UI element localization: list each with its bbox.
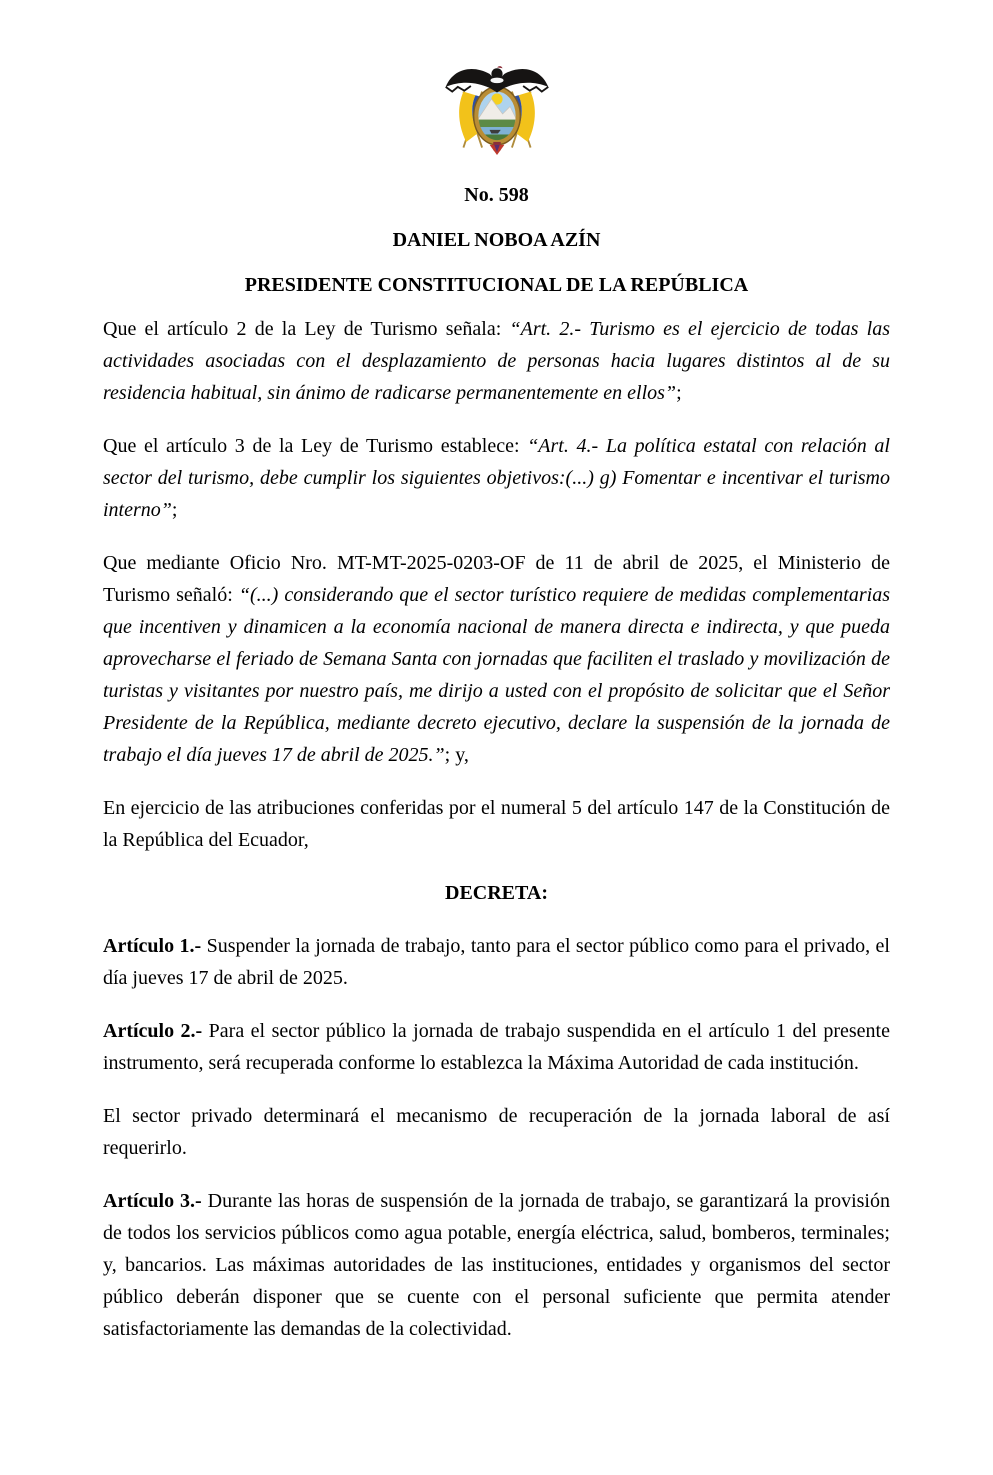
recital-paragraph-3 bbox=[103, 547, 890, 771]
recital-3-quote: “(...) considerando que el sector turístico requiere de medidas complementarias que incentiven y dinamicen a la economía nacional de manera directa e indirecta, y que pueda aprovecharse el feriado de Semana Santa con jornadas que faciliten el traslado y movilización de turistas y visitantes por nuestro país, me dirijo a usted con el propósito de solicitar que el Señor Presidente de la República, mediante decreto ejecutivo, declare la suspensión de la jornada de trabajo el día jueves 17 de abril de 2025.” bbox=[103, 584, 890, 766]
article-1-paragraph bbox=[103, 930, 890, 994]
recital-3-tail: ; y, bbox=[444, 744, 469, 766]
decree-number: No. 598 bbox=[464, 184, 529, 206]
recital-3-lead: Que mediante Oficio Nro. MT-MT-2025-0203-OF de 11 de abril de 2025, el Ministerio de Turismo señaló: bbox=[103, 552, 890, 606]
recital-2-lead: Que el artículo 3 de la Ley de Turismo establece: bbox=[103, 435, 528, 457]
ecuador-coat-of-arms-icon bbox=[440, 58, 554, 155]
president-name: DANIEL NOBOA AZÍN bbox=[392, 229, 601, 251]
recital-1-lead: Que el artículo 2 de la Ley de Turismo señala: bbox=[103, 318, 510, 340]
article-2-text: Para el sector público la jornada de trabajo suspendida en el artículo 1 del presente instrumento, será recuperada conforme lo establezca la Máxima Autoridad de cada institución. bbox=[103, 1020, 890, 1074]
emblem-oval-shield bbox=[473, 87, 520, 145]
recital-1-quote: “Art. 2.- Turismo es el ejercicio de todas las actividades asociadas con el desplazamiento de personas hacia lugares distintos al de su residencia habitual, sin ánimo de radicarse permanentemente en ellos” bbox=[103, 318, 891, 404]
article-3-text: Durante las horas de suspensión de la jornada de trabajo, se garantizará la provisión de todos los servicios públicos como agua potable, energía eléctrica, salud, bomberos, terminales; y, bancarios. Las máximas autoridades de las instituciones, entidades y organismos del sector público deberán disponer que se cuente con el personal suficiente que permita atender satisfactoriamente las demandas de la colectividad. bbox=[103, 1190, 890, 1340]
article-1-label: Artículo 1.- bbox=[103, 935, 202, 957]
emblem-condor bbox=[445, 66, 548, 92]
article-3-label: Artículo 3.- bbox=[103, 1190, 202, 1212]
article-1-text: Suspender la jornada de trabajo, tanto para el sector público como para el privado, el día jueves 17 de abril de 2025. bbox=[103, 935, 890, 989]
recital-paragraph-2 bbox=[103, 430, 890, 526]
president-title: PRESIDENTE CONSTITUCIONAL DE LA REPÚBLICA bbox=[244, 274, 749, 296]
recital-2-quote: “Art. 4.- La política estatal con relación al sector del turismo, debe cumplir los siguientes objetivos:(...) g) Fomentar e incentivar el turismo interno” bbox=[103, 435, 890, 521]
article-2-label: Artículo 2.- bbox=[103, 1020, 203, 1042]
private-sector-clause: El sector privado determinará el mecanismo de recuperación de la jornada laboral de así requerirlo. bbox=[103, 1105, 890, 1159]
powers-clause: En ejercicio de las atribuciones conferidas por el numeral 5 del artículo 147 de la Constitución de la República del Ecuador, bbox=[103, 797, 890, 851]
recital-2-tail: ; bbox=[171, 499, 178, 521]
article-2-paragraph bbox=[103, 1015, 890, 1079]
recital-1-tail: ; bbox=[676, 382, 682, 404]
decree-heading: DECRETA: bbox=[445, 882, 548, 904]
recital-paragraph-1 bbox=[103, 313, 890, 409]
article-3-paragraph bbox=[103, 1185, 890, 1345]
